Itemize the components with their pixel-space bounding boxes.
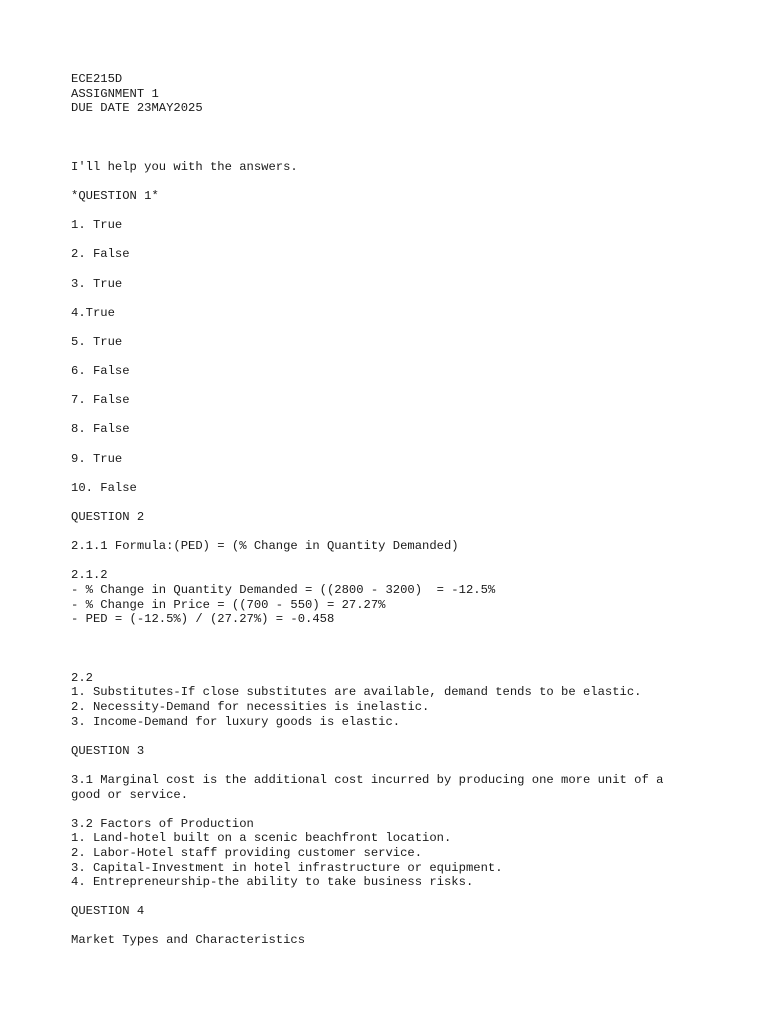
answer-item: 6. False <box>71 364 130 379</box>
answer-item: 4.True <box>71 305 115 320</box>
calc-line: - % Change in Price = ((700 - 550) = 27.27% <box>71 597 386 612</box>
answer-item: 3. True <box>71 276 123 291</box>
production-factor: 1. Land-hotel built on a scenic beachfront location. <box>71 831 452 846</box>
assignment-title: ASSIGNMENT 1 <box>71 86 159 101</box>
production-factor: 4. Entrepreneurship-the ability to take business risks. <box>71 875 474 890</box>
course-code: ECE215D <box>71 72 123 86</box>
calc-line: 2.1.2 <box>71 568 108 583</box>
marginal-cost-line: 3.1 Marginal cost is the additional cost incurred by producing one more unit of a <box>71 772 664 787</box>
answer-item: 2. False <box>71 247 130 262</box>
elasticity-factor: 1. Substitutes-If close substitutes are available, demand tends to be elastic. <box>71 685 642 700</box>
production-factor: 3. Capital-Investment in hotel infrastructure or equipment. <box>71 860 503 875</box>
ped-formula: 2.1.1 Formula:(PED) = (% Change in Quantity Demanded) <box>71 539 459 554</box>
answer-item: 10. False <box>71 480 137 495</box>
production-factor: 2. Labor-Hotel staff providing customer service. <box>71 845 423 860</box>
due-date: DUE DATE 23MAY2025 <box>71 101 203 116</box>
production-factor: 3.2 Factors of Production <box>71 816 254 831</box>
answer-item: 1. True <box>71 218 123 233</box>
question-4-heading: QUESTION 4 <box>71 904 145 919</box>
marginal-cost-line: good or service. <box>71 787 189 802</box>
question-1-heading: *QUESTION 1* <box>71 188 159 203</box>
document-page <box>71 72 751 948</box>
intro-text: I'll help you with the answers. <box>71 159 298 174</box>
elasticity-factor: 3. Income-Demand for luxury goods is elastic. <box>71 714 401 729</box>
calc-line: - % Change in Quantity Demanded = ((2800 - 3200) = -12.5% <box>71 583 496 597</box>
answer-item: 8. False <box>71 422 130 437</box>
elasticity-factor: 2.2 <box>71 670 93 685</box>
calc-line: - PED = (-12.5%) / (27.27%) = -0.458 <box>71 612 335 627</box>
answer-item: 5. True <box>71 334 123 349</box>
document-header <box>71 72 751 116</box>
market-types-subtitle: Market Types and Characteristics <box>71 933 306 948</box>
elasticity-factor: 2. Necessity-Demand for necessities is inelastic. <box>71 699 430 714</box>
answer-item: 7. False <box>71 393 130 408</box>
question-3-heading: QUESTION 3 <box>71 743 145 758</box>
answer-item: 9. True <box>71 451 123 466</box>
question-2-heading: QUESTION 2 <box>71 510 145 525</box>
